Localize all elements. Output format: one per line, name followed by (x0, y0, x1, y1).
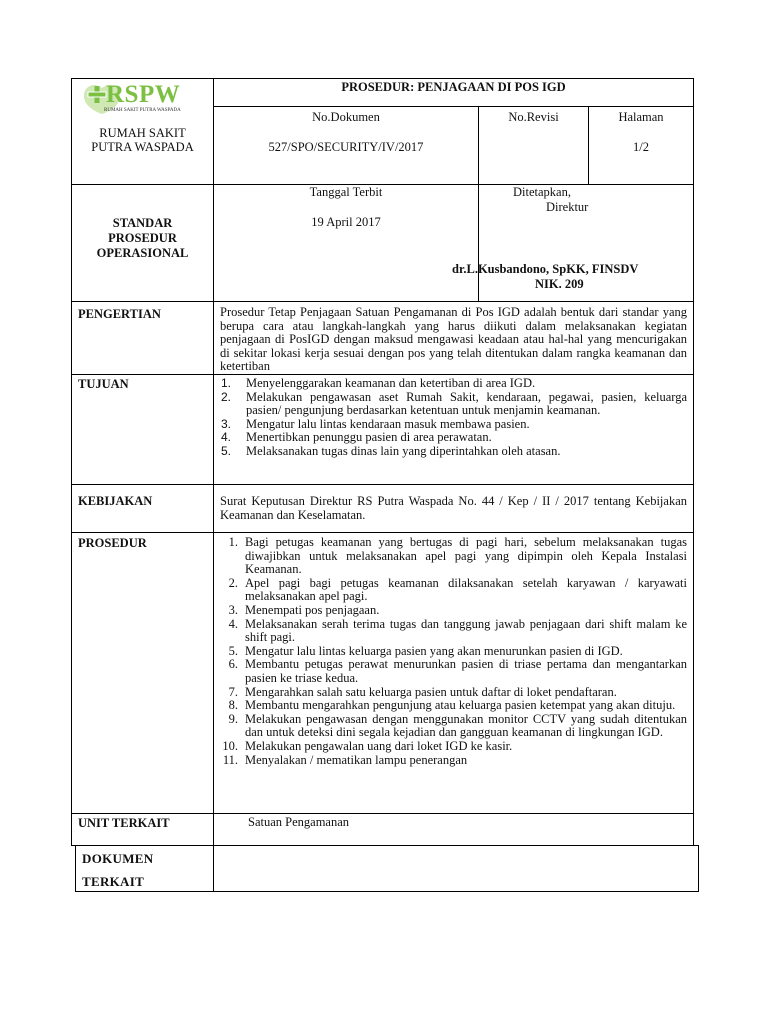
document-title: PROSEDUR: PENJAGAAN DI POS IGD (341, 80, 566, 94)
prosedur-list (216, 536, 687, 767)
tujuan-item-text: Mengatur lalu lintas kendaraan masuk membawa pasien. (246, 416, 530, 431)
list-item: 7. Mengarahkan salah satu keluarga pasien untuk daftar di loket pendaftaran. (228, 684, 617, 699)
prosedur-item-text: Mengarahkan salah satu keluarga pasien untuk daftar di loket pendaftaran. (245, 684, 617, 699)
doc-number-label: No.Dokumen (312, 110, 380, 124)
unit-terkait-label: UNIT TERKAIT (78, 816, 170, 830)
prosedur-item-text: Membantu mengarahkan pengunjung atau keluarga pasien ketempat yang akan dituju. (245, 698, 676, 713)
hospital-name (72, 126, 213, 154)
logo-text: RSPW (106, 81, 181, 108)
list-item: 2. Melakukan pengawasan aset Rumah Sakit, kendaraan, pegawai, pasien, keluarga pasien/ pengunjung berdasarkan ketentuan untuk menjamin keamanan. (221, 389, 687, 418)
list-item: 3. Menempati pos penjagaan. (228, 602, 380, 617)
prosedur-item-text: Membantu petugas perawat menurunkan pasien di triase pertama dan mengantarkan pasien ke triase kedua. (245, 657, 687, 685)
hospital-name-line1: RUMAH SAKIT (99, 126, 186, 140)
list-item: 3. Mengatur lalu lintas kendaraan masuk membawa pasien. (221, 416, 530, 431)
prosedur-item-text: Mengatur lalu lintas keluarga pasien yang akan menurunkan pasien di IGD. (245, 643, 623, 658)
prosedur-item-text: Menempati pos penjagaan. (245, 602, 380, 617)
kebijakan-text: Surat Keputusan Direktur RS Putra Waspada No. 44 / Kep / II / 2017 tentang Kebijakan Keamanan dan Keselamatan. (220, 494, 687, 522)
list-item: 11. Menyalakan / mematikan lampu penerangan (222, 752, 468, 767)
sop-label (72, 216, 213, 261)
tujuan-label: TUJUAN (78, 377, 129, 391)
page-value: 1/2 (633, 140, 649, 154)
logo-subtext: RUMAH SAKIT PUTRA WASPADA (104, 108, 181, 113)
prosedur-item-text: Menyalakan / mematikan lampu penerangan (245, 752, 468, 767)
sop-label-line1: STANDAR (112, 216, 173, 230)
page-label: Halaman (618, 110, 664, 124)
hospital-name-line2: PUTRA WASPADA (91, 140, 194, 154)
prosedur-item-text: Melakukan pengawalan uang dari loket IGD ke kasir. (245, 738, 513, 753)
list-item: 2. Apel pagi bagi petugas keamanan dilaksanakan setelah karyawan / karyawati melaksanakan apel pagi. (228, 575, 687, 604)
sop-label-line2: PROSEDUR (108, 231, 177, 245)
list-item: 4. Menertibkan penunggu pasien di area perawatan. (221, 430, 492, 445)
list-item: 6. Membantu petugas perawat menurunkan pasien di triase pertama dan mengantarkan pasien ke triase kedua. (228, 657, 687, 685)
hospital-logo (80, 80, 210, 116)
prosedur-item-text: Melakukan pengawasan dengan menggunakan monitor CCTV yang sudah ditentukan dan untuk deteksi dini segala kejadian dan gangguan keamanan di lingkungan IGD. (245, 711, 687, 740)
dokumen-terkait-label (82, 847, 153, 893)
revision-label: No.Revisi (508, 110, 559, 124)
dokumen-terkait-line1: DOKUMEN (82, 851, 154, 866)
tujuan-item-text: Melakukan pengawasan aset Rumah Sakit, kendaraan, pegawai, pasien, keluarga pasien/ pengunjung berdasarkan ketentuan untuk menjamin keamanan. (246, 389, 687, 418)
sop-label-line3: OPERASIONAL (96, 246, 189, 260)
signer-nik: NIK. 209 (535, 277, 584, 291)
list-item: 1. Bagi petugas keamanan yang bertugas di pagi hari, sebelum melaksanakan tugas diwajibkan untuk melaksanakan apel pagi yang dipimpin oleh Kepala Instalasi Keamanan. (228, 535, 687, 577)
approved-label: Ditetapkan, (513, 185, 571, 199)
prosedur-label: PROSEDUR (78, 536, 147, 550)
pengertian-label: PENGERTIAN (78, 307, 161, 321)
signer-name: dr.L.Kusbandono, SpKK, FINSDV (452, 262, 639, 276)
list-item: 4. Melaksanakan serah terima tugas dan tanggung jawab penjagaan dari shift malam ke shift pagi. (228, 616, 687, 645)
tujuan-item-text: Menyelenggarakan keamanan dan ketertiban di area IGD. (246, 376, 536, 390)
kebijakan-label: KEBIJAKAN (78, 494, 153, 508)
list-item: 5. Mengatur lalu lintas keluarga pasien yang akan menurunkan pasien di IGD. (228, 643, 623, 658)
prosedur-item-text: Apel pagi bagi petugas keamanan dilaksanakan setelah karyawan / karyawati melaksanakan apel pagi. (245, 575, 687, 604)
tujuan-item-text: Menertibkan penunggu pasien di area perawatan. (246, 430, 492, 445)
list-item: 10. Melakukan pengawalan uang dari loket IGD ke kasir. (222, 738, 513, 753)
doc-number-value: 527/SPO/SECURITY/IV/2017 (268, 140, 424, 154)
tujuan-list (217, 377, 687, 459)
prosedur-item-text: Bagi petugas keamanan yang bertugas di pagi hari, sebelum melaksanakan tugas diwajibkan untuk melaksanakan apel pagi yang dipimpin oleh Kepala Instalasi Keamanan. (245, 535, 687, 577)
unit-terkait-text: Satuan Pengamanan (248, 815, 350, 829)
dokumen-terkait-line2: TERKAIT (82, 874, 145, 889)
approved-role: Direktur (546, 200, 589, 214)
tujuan-item-text: Melaksanakan tugas dinas lain yang diperintahkan oleh atasan. (246, 443, 561, 458)
prosedur-item-text: Melaksanakan serah terima tugas dan tanggung jawab penjagaan dari shift malam ke shift pagi. (245, 616, 687, 645)
list-item: 8. Membantu mengarahkan pengunjung atau keluarga pasien ketempat yang akan dituju. (228, 698, 676, 713)
pengertian-text: Prosedur Tetap Penjagaan Satuan Pengamanan di Pos IGD adalah bentuk dari standar yang berupa cara atau langkah-langkah yang harus diikuti dalam melaksanakan kegiatan penjagaan di PosIGD dengan maksud mengawasi keadaan atau hal-hal yang mencurigakan di sekitar lokasi kerja sesuai dengan pos yang telah ditentukan dalam rangka keamanan dan ketertiban (220, 305, 687, 374)
issue-date-value: 19 April 2017 (311, 215, 381, 229)
issue-date-label: Tanggal Terbit (309, 185, 383, 199)
list-item: 1. Menyelenggarakan keamanan dan ketertiban di area IGD. (221, 376, 536, 390)
list-item: 9. Melakukan pengawasan dengan menggunakan monitor CCTV yang sudah ditentukan dan untuk deteksi dini segala kejadian dan gangguan keamanan di lingkungan IGD. (228, 711, 687, 740)
list-item: 5. Melaksanakan tugas dinas lain yang diperintahkan oleh atasan. (221, 443, 561, 458)
